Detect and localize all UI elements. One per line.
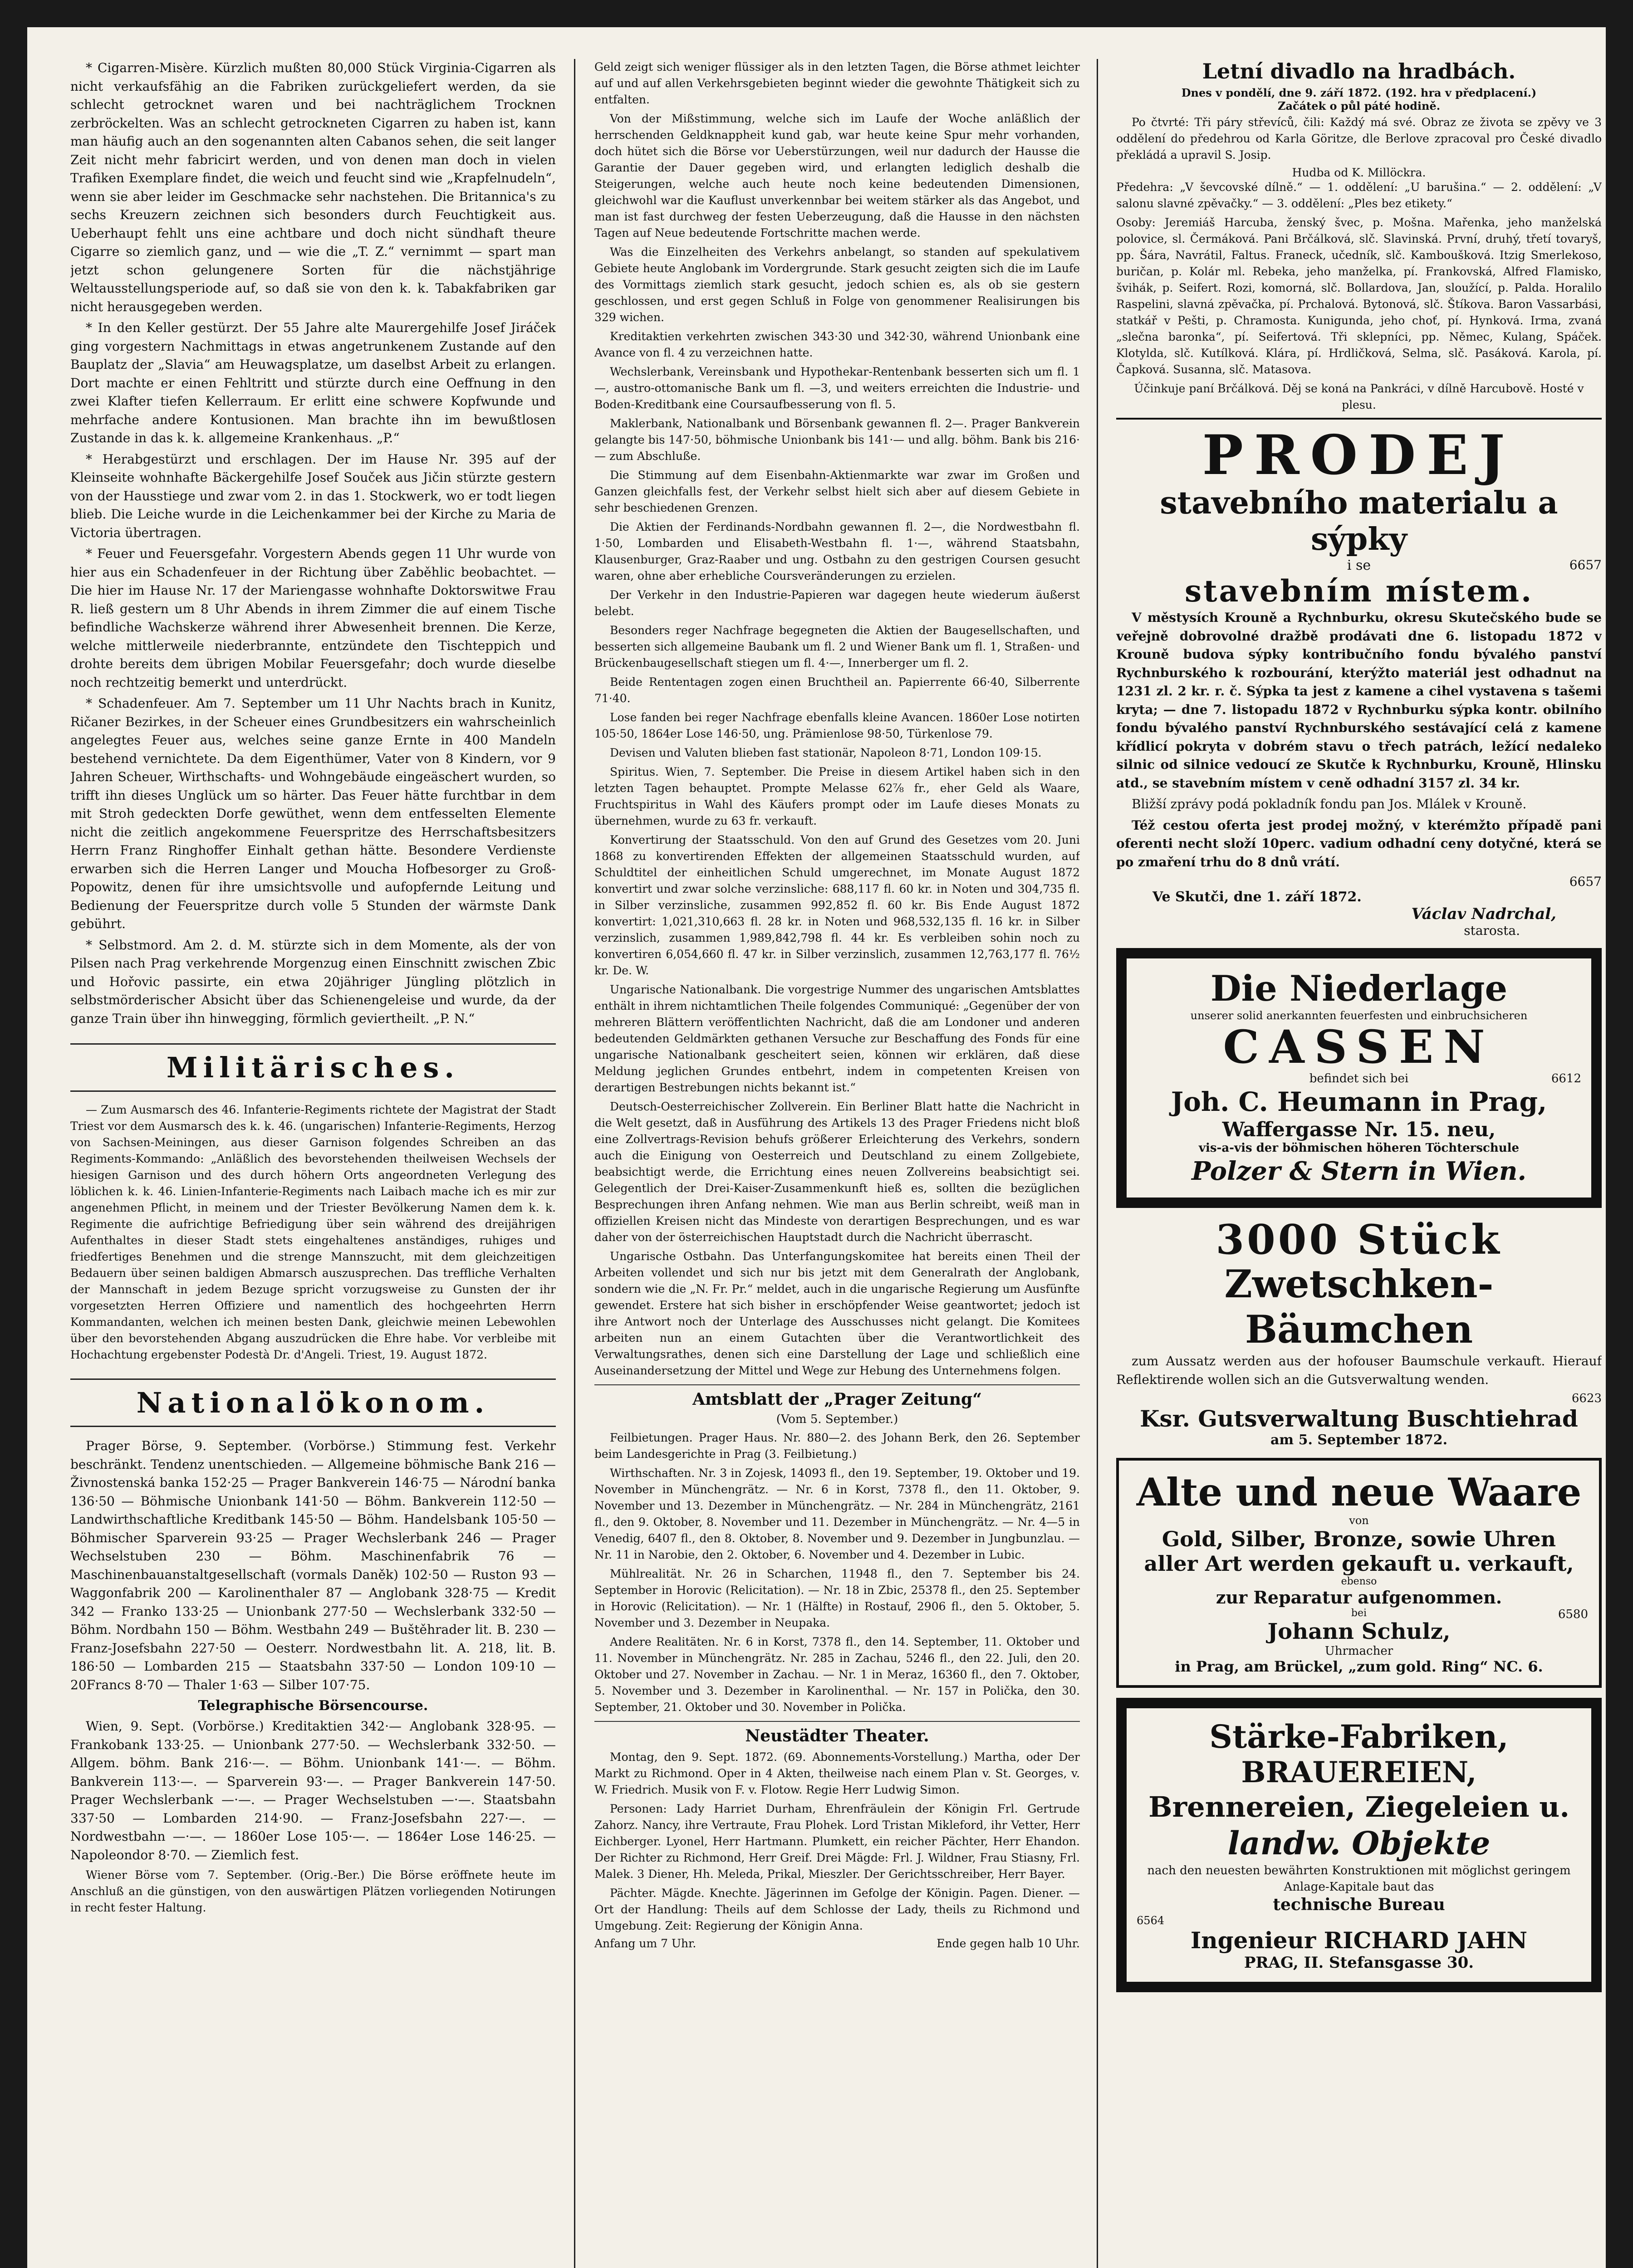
letni-play: Po čtvrté: Tři páry střevíců, čili: Každý má své. Obraz ze života se zpěvy ve 3 oddělení do předehrou od Karla Göritze, dle Berlove zpracoval pro České divadlo překládá a upravil S. Josip. (1116, 116, 1602, 161)
letni-divadlo-title: Letní divadlo na hradbách. (1202, 59, 1516, 83)
article-boerse-cont-3: Was die Einzelheiten des Verkehrs anbelangt, so standen auf spekulativem Gebiete heute Anglobank im Vordergrunde. Stark gesucht zeigten sich die im Laufe des Vormittags ziemlich stark gesucht, jedoch schien es, als ob sie gestern geschlossen, und erst gegen Schluß in Folge von genommener Realisirungen bis 329 wichen. (594, 245, 1080, 324)
article-boerse-cont-6: Maklerbank, Nationalbank und Börsenbank gewannen fl. 2—. Prager Bankverein gelangte bis 147·50, böhmische Unionbank bis 141·— und allg. böhm. Bank bis 216·— zum Abschluße. (594, 417, 1080, 463)
ad-alte-waare (1116, 1458, 1602, 1688)
ad-prodej-se-row (1116, 557, 1602, 573)
ad-niederlage-vis: vis-a-vis der böhmischen höheren Töchterschule (1198, 1141, 1520, 1155)
article-boerse-cont-4: Kreditaktien verkehrten zwischen 343·30 und 342·30, während Unionbank eine Avance von fl. 4 zu verzeichnen hatte. (594, 330, 1080, 359)
ad-alte-line2: aller Art werden gekauft u. verkauft, (1144, 1551, 1574, 1576)
ad-alte-bei: bei (1351, 1608, 1367, 1619)
ad-niederlage-number: 6612 (1551, 1072, 1581, 1085)
ad-niederlage-name: Joh. C. Heumann in Prag, (1171, 1086, 1547, 1117)
section-heading-nationaloekonom: Nationalökonom. (70, 1378, 556, 1427)
ad-staerke-number: 6564 (1137, 1914, 1165, 1927)
ad-prodej-number: 6657 (1569, 557, 1602, 572)
article-boerse-cont-5: Wechslerbank, Vereinsbank und Hypothekar-Rentenbank besserten sich um fl. 1—, austro-ottomanische Bank um fl. —3, und weiters erreichten die Industrie- und Boden-Kreditbank eine Coursaufbesserung von fl. 5. (594, 365, 1080, 411)
article-wien: Wien, 9. Sept. (Vorbörse.) Kreditaktien 342·— Anglobank 328·95. — Frankobank 133·25. — Unionbank 277·50. — Wechslerbank 332·50. — Allgem. böhm. Bank 216·—. — Böhm. Unionbank 141·—. — Böhm. Bankverein 113·—. — Sparverein 93·—. — Prager Bankverein 147·50. Prager Wechslerbank —·—. — Prager Wechselstuben —·—. Staatsbahn 337·50 — Lombarden 214·90. — Franz-Josefsbahn 227·—. — Nordwestbahn —·—. — 1860er Lose 105·—. — 1864er Lose 146·25. — Napoleondor 8·70. — Ziemlich fest. (70, 1719, 556, 1862)
column-rule (574, 59, 575, 2268)
section-heading-militaerisches: Militärisches. (70, 1043, 556, 1092)
ad-zwetschken-sender: Ksr. Gutsverwaltung Buschtiehrad (1140, 1405, 1578, 1432)
article-ungarische-nationalbank: Ungarische Nationalbank. Die vorgestrige Nummer des ungarischen Amtsblattes enthält in ihrem nichtamtlichen Theile folgendes Communiqué: „Gegenüber der von mehreren Blättern veröffentlichten Nachricht, daß die am Londoner und anderen bedeutenden Geldmärkten gethanen Versuche zur Beschaffung des Fonds für eine ungarische Nationalbank gescheitert seien, können wir erklären, daß diese Meldung jeglichen Grundes entbehrt, indem in competenten Kreisen von derartigen Bestrebungen nichts bekannt ist.“ (594, 983, 1080, 1094)
section-heading-neustaedter-theater: Neustädter Theater. (594, 1721, 1080, 1745)
ad-prodej (1116, 418, 1602, 938)
ad-prodej-oferta: Též cestou oferta jest prodej možný, v kterémžto případě pani oferenti necht složí 10perc. vadium odhadní ceny dotyčné, která se po zmaření trhu do 8 dnů vrátí. (1116, 817, 1602, 870)
column-right (1116, 59, 1602, 2002)
article-boerse-cont-12: Lose fanden bei reger Nachfrage ebenfalls kleine Avancen. 1860er Lose notirten 105·50, 1864er Lose 146·50, ung. Prämienlose 98·50, Türkenlose 79. (594, 711, 1080, 740)
ad-alte-address: in Prag, am Brückel, „zum gold. Ring“ NC. 6. (1175, 1658, 1543, 1675)
amtsblatt-feilbietungen: Feilbietungen. Prager Haus. Nr. 880—2. des Johann Berk, den 26. September beim Landesgerichte in Prag (3. Feilbietung.) (594, 1431, 1080, 1461)
newspaper-page (27, 27, 1606, 2268)
ad-staerke-address: PRAG, II. Stefansgasse 30. (1244, 1954, 1474, 1972)
ad-prodej-place-date: Ve Skutči, dne 1. září 1872. (1152, 889, 1362, 905)
article-boerse-cont-1: Geld zeigt sich weniger flüssiger als in den letzten Tagen, die Börse athmet leichter auf und auf allen Verkehrsgebieten beginnt wieder die gewohnte Thätigkeit sich zu entfalten. (594, 60, 1080, 106)
article-cigarren: * Cigarren-Misère. Kürzlich mußten 80,000 Stück Virginia-Cigarren als nicht verkaufsfähig an die Fabriken zurückgeliefert werden, da sie schlecht getrocknet waren und bei nachträglichem Trocknen zerbröckelten. Was an schlecht getrockneten Cigarren zu haben ist, kann man häufig auch an den sogenannten alten Cabanos sehen, die seit langer Zeit nicht mehr fabricirt werden, und von denen man doch in vielen Trafiken Exemplare findet, die weich und feucht sind wie „Krapfelnudeln“, wenn sie aber leider im Geschmacke sehr nachstehen. Die Britannica's zu sechs Kreuzern zeichnen sich besonders durch Feuchtigkeit aus. Ueberhaupt fehlt uns eine achtbare und doch nicht sündhaft theure Cigarre so ziemlich ganz, und — wie die „T. Z.“ vernimmt — spart man jetzt schon gelungenere Sorten für die nächstjährige Weltausstellungsperiode auf, so daß sie von den k. k. Tabakfabriken gar nicht herausgegeben werden. (70, 60, 556, 314)
amtsblatt-wirthschaften: Wirthschaften. Nr. 3 in Zojesk, 14093 fl., den 19. September, 19. Oktober und 19. November in Münchengrätz. — Nr. 6 in Korst, 7378 fl., den 11. Oktober, 9. November und 13. Dezember in Münchengrätz. — Nr. 284 in Münchengrätz, 2161 fl., den 9. Oktober, 8. November und 11. Dezember in Münchengrätz. — Nr. 4—5 in Venedig, 6407 fl., den 8. Oktober, 8. November und 9. Dezember in Jungbunzlau. — Nr. 11 in Narobie, den 2. Oktober, 6. November und 4. Dezember in Lubic. (594, 1466, 1080, 1561)
theater-end: Ende gegen halb 10 Uhr. (937, 1937, 1080, 1950)
article-selbstmord: * Selbstmord. Am 2. d. M. stürzte sich in dem Momente, als der von Pilsen nach Prag verkehrende Morgenzug einen Einschnitt zwischen Zbic und Hořovic passirte, ein etwa 20jähriger Jüngling plötzlich in selbstmörderischer Absicht über das Schienengeleise und wurde, da der ganze Train über ihn hinwegging, förmlich geviertheilt. „P. N.“ (70, 937, 556, 1026)
column-middle (594, 59, 1080, 1950)
theater-cast: Personen: Lady Harriet Durham, Ehrenfräulein der Königin Frl. Gertrude Zahorz. Nancy, ihre Vertraute, Frau Plohek. Lord Tristan Mikleford, ihr Vetter, Herr Eichberger. Lyonel, Herr Hartmann. Plumkett, ein reicher Pächter, Herr Ehandon. Der Richter zu Richmond, Herr Greif. Drei Mägde: Frl. J. Wildner, Frau Stiasny, Frl. Malek. 3 Diener, Hh. Meleda, Prikal, Mieszler. Der Gerichtsschreiber, Herr Bayer. (594, 1802, 1080, 1881)
article-boerse-cont-8: Die Aktien der Ferdinands-Nordbahn gewannen fl. 2—, die Nordwestbahn fl. 1·50, Lombarden und Elisabeth-Westbahn fl. 1·—, während Staatsbahn, Klausenburger, Graz-Raaber und ung. Ostbahn zu den gestrigen Coursen gesucht waren, ohne aber erhebliche Coursveränderungen zu erzielen. (594, 520, 1080, 582)
theater-times (594, 1937, 1080, 1950)
article-boerse-cont-10: Besonders reger Nachfrage begegneten die Aktien der Baugesellschaften, und besserten sich allgemeine Baubank um fl. 2 und Wiener Bank um fl. 1, Straßen- und Brückenbaugesellschaft stiegen um fl. 4·—, Innerberger um fl. 2. (594, 624, 1080, 670)
ad-alte-eben: ebenso (1341, 1576, 1377, 1587)
ad-niederlage-bef-row (1137, 1072, 1581, 1085)
column-rule (1097, 59, 1098, 2268)
ad-niederlage-cassen: CASSEN (1223, 1020, 1495, 1074)
ad-prodej-number-2: 6657 (1569, 874, 1602, 889)
ad-niederlage-sub: unserer solid anerkannten feuerfesten und einbruchsicheren (1190, 1009, 1528, 1022)
ad-alte-bei-row (1130, 1608, 1588, 1619)
article-boerse-cont-9: Der Verkehr in den Industrie-Papieren war dagegen heute wiederum äußerst belebt. (594, 588, 1080, 618)
letni-acts: Předehra: „V ševcovské dílně.“ — 1. oddělení: „U barušina.“ — 2. oddělení: „V salonu slavné zpěvačky.“ — 3. oddělení: „Ples bez etikety.“ (1116, 181, 1602, 210)
ad-zwetschken-title: 3000 Stück (1216, 1216, 1502, 1264)
ad-zwetschken-number: 6623 (1571, 1392, 1602, 1405)
theater-program: Montag, den 9. Sept. 1872. (69. Abonnements-Vorstellung.) Martha, oder Der Markt zu Richmond. Oper in 4 Akten, theilweise nach einem Plan v. St. Georges, v. W. Friedrich. Musik von F. v. Flotow. Regie Herr Ludwig Simon. (594, 1750, 1080, 1796)
ad-niederlage (1116, 948, 1602, 1208)
ad-prodej-title: PRODEJ (1202, 423, 1516, 487)
amtsblatt-andere-realitaeten: Andere Realitäten. Nr. 6 in Korst, 7378 fl., den 14. September, 11. Oktober und 11. November in Münchengrätz. Nr. 285 in Zachau, 5246 fl., den 22. Juli, den 20. Oktober und 27. November in Zachau. — Nr. 1 in Meraz, 16360 fl., den 7. Oktober, 5. November und 3. Dezember in Karolinenthal. — Nr. 157 in Polička, den 30. September, 21. Oktober und 30. November in Polička. (594, 1635, 1080, 1714)
article-konvertirung: Konvertirung der Staatsschuld. Von den auf Grund des Gesetzes vom 20. Juni 1868 zu konvertirenden Effekten der allgemeinen Staatsschuld wurden, auf Schuldtitel der einheitlichen Schuld umgerechnet, im Monate August 1872 konvertirt und zwar solche verzinsliche: 688,117 fl. 60 kr. in Noten und 304,735 fl. in Silber verzinsliche, zusammen 992,852 fl. 60 kr. Bis Ende August 1872 konvertirt: 1,021,310,663 fl. 28 kr. in Noten und 968,532,135 fl. 16 kr. in Silber verzinslich, zusammen 1,989,842,798 fl. 44 kr. Es verbleiben sohin noch zu konvertiren 6,054,660 fl. 47 kr. in Silber verzinslich, zusammen 12,763,177 fl. 76½ kr. De. W. (594, 833, 1080, 977)
ad-alte-title: Alte und neue Waare (1136, 1470, 1582, 1515)
ad-prodej-se: i se (1347, 557, 1371, 573)
amtsblatt-muehlrealitaet: Mühlrealität. Nr. 26 in Scharchen, 11948 fl., den 7. September bis 24. September in Horovic (Relicitation). — Nr. 18 in Zbic, 25378 fl., den 25. September in Horovic (Relicitation). — Nr. 1 (Hälfte) in Rostauf, 2906 fl., den 5. Oktober, 5. November und 3. Dezember in Neupaka. (594, 1567, 1080, 1629)
article-schadenfeuer: * Schadenfeuer. Am 7. September um 11 Uhr Nachts brach in Kunitz, Ričaner Bezirkes, in der Scheuer eines Grundbesitzers ein wahrscheinlich angelegtes Feuer aus, welches seine ganze Ernte in 400 Mandeln bestehend vernichtete. Da dem Eigenthümer, Vater von 8 Kindern, vor 9 Jahren Scheuer, Wirthschafts- und Wohngebäude eingeäschert wurden, so trifft ihn dieses Unglück um so härter. Das Feuer hätte furchtbar in dem mit Stroh gedeckten Dorfe gewüthet, wenn dem entfesselten Elemente nicht die zeitlich angekommene Feuerspritze des Herrschaftsbesitzers Herrn Franz Ringhoffer Einhalt gethan hätte. Besondere Verdienste erwarben sich die Herren Langer und Moucha Hofbesorger zu Groß-Popowitz, denen für ihre umsichtsvolle und aufopfernde Leitung und Bedienung der Feuerspritze durch volle 5 Stunden der wärmste Dank gebührt. (70, 696, 556, 931)
ad-niederlage-polzer: Polzer & Stern in Wien. (1192, 1156, 1526, 1186)
article-prager-boerse: Prager Börse, 9. September. (Vorbörse.) Stimmung fest. Verkehr beschränkt. Tendenz unentschieden. — Allgemeine böhmische Bank 216 — Živnostenská banka 152·25 — Prager Bankverein 146·75 — Národní banka 136·50 — Böhmische Unionbank 141·50 — Böhm. Bankverein 112·50 — Landwirthschaftliche Kreditbank 145·50 — Böhm. Handelsbank 105·50 — Böhmischer Sparverein 93·25 — Prager Wechslerbank 246 — Prager Wechselstuben 230 — Böhm. Maschinenfabrik 76 — Maschinenbauanstaltgesellschaft (vormals Daněk) 102·50 — Ruston 93 — Waggonfabrik 200 — Karolinenthaler 87 — Anglobank 328·75 — Kredit 342 — Franko 133·25 — Unionbank 277·50 — Wechslerbank 332·50 — Böhm. Nordbahn 150 — Böhm. Westbahn 249 — Buštěhrader lit. B. 230 — Franz-Josefsbahn 227·50 — Oesterr. Nordwestbahn lit. A. 218, lit. B. 186·50 — Lombarden 215 — Staatsbahn 337·50 — London 109·10 — 20Francs 8·70 — Thaler 1·63 — Silber 107·75. (70, 1438, 556, 1692)
amtsblatt-date: (Vom 5. September.) (776, 1413, 898, 1426)
letni-cast: Osoby: Jeremiáš Harcuba, ženský švec, p. Mošna. Mařenka, jeho manželská polovice, sl. Čermáková. Pani Brčálková, slč. Slavinská. První, druhý, třetí tovaryš, pp. Šára, Navrátil, Faltus. Franeck, učedník, slč. Kamboušková. Itzig Smerlekoso, buričan, p. Kolár ml. Rebeka, jeho manželka, pí. Frankovská, Alfred Flamisko, švihák, p. Seifert. Rozi, komorná, slč. Bollardova, Jan, sloužící, p. Palda. Horalilo Raspelini, slavná zpěvačka, pí. Prchalová. Bytonová, slč. Štíkova. Baron Vassarbási, statkář v Pešti, p. Chramosta. Kunigunda, jeho choť, pí. Hynková. Irma, zvaná „slečna baronka“, pí. Seifertová. Tři sklepníci, pp. Němec, Kulang, Spáček. Klotylda, slč. Kutílková. Klára, pí. Hrdličková, Selma, slč. Pasáková. Karola, pí. Čapková. Susanna, slč. Matasova. (1116, 216, 1602, 376)
ad-zwetschken-body: zum Aussatz werden aus der hofouser Baumschule verkauft. Hierauf Reflektirende wollen sich an die Gutsverwaltung wenden. (1116, 1354, 1602, 1387)
ad-prodej-misto: stavebním místem. (1184, 573, 1534, 609)
article-boerse-cont-13: Devisen und Valuten blieben fast stationär, Napoleon 8·71, London 109·15. (610, 746, 1042, 759)
ad-prodej-subtitle: stavebního materialu a sýpky (1160, 485, 1558, 557)
ad-prodej-body: V městysích Krouně a Rychnburku, okresu Skutečského bude se veřejně dobrovolné dražbě prodávati dne 6. listopadu 1872 v Krouně budova sýpky kontribučního fondu bývalého panství Rychnburského k rozbourání, kterýžto materiál jest odhadnut na 1231 zl. 2 kr. r. č. Sýpka ta jest z kamene a cihel vystavena s tašemi kryta; — dne 7. listopadu 1872 v Rychnburku sýpka kontr. obilního fondu bývalého panství Rychnburského sestávající celá z kamene křídlicí pokryta v dobrém stavu o třech patrách, ležící nedaleko silnic od silnice vedoucí ze Skutče k Rychnburku, Krouně, Hlinsku atd., se stavebním místem v ceně odhadní 3157 zl. 34 kr. (1116, 610, 1602, 791)
theater-start: Anfang um 7 Uhr. (594, 1937, 696, 1950)
ad-alte-trade: Uhrmacher (1324, 1644, 1393, 1658)
ad-niederlage-title: Die Niederlage (1210, 968, 1508, 1009)
ad-staerke-line4: landw. Objekte (1227, 1824, 1491, 1862)
ad-zwetschken-big: Zwetschken-Bäumchen (1224, 1261, 1494, 1352)
article-keller: * In den Keller gestürzt. Der 55 Jahre alte Maurergehilfe Josef Jiráček ging vorgestern Nachmittags in etwas angetrunkenem Zustande auf den Bauplatz der „Slavia“ am Heuwagsplatze, um daselbst Arbeit zu erlangen. Dort machte er einen Fehltritt und stürzte durch eine Oeffnung in den zwei Klafter tiefen Kellerraum. Er erlitt eine schwere Kopfwunde und mehrfache andere Kontusionen. Man brachte ihn im bewußtlosen Zustande in das k. k. allgemeine Krankenhaus. „P.“ (70, 320, 556, 445)
ad-staerke-line3: Brennereien, Ziegeleien u. (1148, 1790, 1569, 1823)
ad-staerke-line2: BRAUEREIEN, (1241, 1755, 1477, 1789)
ad-prodej-signature: Václav Nadrchal, (1411, 905, 1556, 923)
article-spiritus: Spiritus. Wien, 7. September. Die Preise in diesem Artikel haben sich in den letzten Tagen behauptet. Prompte Melasse 62⅞ fr., eher Geld als Waare, Fruchtspiritus in Wahl des Käufers prompt oder im Laufe dieses Monats zu übernehmen, wurde zu 63 fr. verkauft. (594, 765, 1080, 827)
ad-staerke-bureau: technische Bureau (1273, 1895, 1445, 1914)
subheading-telegraphische: Telegraphische Börsencourse. (198, 1698, 428, 1714)
ad-staerke-line1: Stärke-Fabriken, (1209, 1718, 1509, 1755)
ad-niederlage-address: Waffergasse Nr. 15. neu, (1222, 1118, 1496, 1141)
ad-alte-reparatur: zur Reparatur aufgenommen. (1216, 1587, 1502, 1608)
ad-alte-line1: Gold, Silber, Bronze, sowie Uhren (1162, 1527, 1556, 1551)
article-feuer: * Feuer und Feuersgefahr. Vorgestern Abends gegen 11 Uhr wurde von hier aus ein Schadenfeuer in der Richtung über Zaběhlic beobachtet. — Die hier im Hause Nr. 17 der Mariengasse wohnhafte Doktorswitwe Frau R. ließ gestern um 8 Uhr Abends in ihrem Zimmer die auf einem Tische befindliche Wachskerze während ihrer Abwesenheit brennen. Die Kerze, welche mittlerweile niederbrannte, entzündete den Tischteppich und drohte bereits dem übrigen Mobilar Feuersgefahr; doch wurde dieselbe noch rechtzeitig bemerkt und unterdrückt. (70, 546, 556, 690)
ad-zwetschken-date: am 5. September 1872. (1270, 1432, 1448, 1448)
ad-prodej-role: starosta. (1464, 923, 1520, 938)
article-wiener-boerse: Wiener Börse vom 7. September. (Orig.-Ber.) Die Börse eröffnete heute im Anschluß an die günstigen, von den auswärtigen Plätzen vorliegenden Notirungen in recht fester Haltung. (70, 1868, 556, 1914)
ad-prodej-info: Bližší zprávy podá pokladník fondu pan Jos. Mlálek v Krouně. (1132, 797, 1527, 811)
article-ausmarsch: — Zum Ausmarsch des 46. Infanterie-Regiments richtete der Magistrat der Stadt Triest vor dem Ausmarsch des k. k. 46. (ungarischen) Infanterie-Regiments, Herzog von Sachsen-Meiningen, aus dieser Garnison folgendes Schreiben an das Regiments-Kommando: „Anläßlich des bevorstehenden theilweisen Wechsels der hiesigen Garnison und des durch höhern Orts angeordneten Verlegung des löblichen k. k. 46. Linien-Infanterie-Regiments nach Laibach mache ich es mir zur angenehmen Pflicht, in meinem und der Triester Bevölkerung Namen dem k. k. Regimente die aufrichtige Befriedigung über sein während des dreijährigen Aufenthaltes in dieser Stadt stets eingehaltenes anständiges, ruhiges und friedfertiges Benehmen und die strenge Mannszucht, mit dem gleichzeitigen Bedauern über seinen baldigen Abmarsch auszusprechen. Das treffliche Verhalten der Mannschaft in jedem Bezuge spricht vorzugsweise zu Gunsten der ihr vorgesetzten Herren Offiziere und namentlich des hochgeehrten Herrn Kommandanten, welchen ich meinen besten Dank, gleichwie meinen Lebewohlen über den bevorstehenden Abgang auszudrücken die Ehre habe. Vor verbleibe mit Hochachtung ergebenster Podestà Dr. d'Angeli. Triest, 19. August 1872. (70, 1103, 556, 1361)
ad-niederlage-bef: befindet sich bei (1309, 1072, 1409, 1085)
ad-alte-number: 6580 (1558, 1608, 1588, 1621)
article-zollverein: Deutsch-Oesterreichischer Zollverein. Ein Berliner Blatt hatte die Nachricht in die Welt gesetzt, daß in Ausführung des Artikels 13 des Prager Friedens nicht bloß eine Zollvertrags-Revision behufs größerer Erleichterung des Verkehrs, sondern auch die Einigung von Oesterreich und Deutschland zu einem Zollgebiete, beabsichtigt werde, die Errichtung eines neuen Zollvereins beabsichtigt sei. Gelegentlich der Drei-Kaiser-Zusammenkunft hieß es, sollten die bezüglichen Besprechungen ihren Anfang nehmen. Wie man aus Berlin schreibt, weiß man in offiziellen Kreisen nicht das Mindeste von derartigen Besprechungen, und es war daher von der österreichischen Hauptstadt durch die Nachricht überrascht. (594, 1100, 1080, 1244)
ad-staerke-body: nach den neuesten bewährten Konstruktionen mit möglichst geringem Anlage-Kapitale baut das (1147, 1864, 1571, 1894)
letni-music: Hudba od K. Millöckra. (1292, 166, 1426, 179)
ad-zwetschken (1116, 1218, 1602, 1448)
article-boerse-cont-2: Von der Mißstimmung, welche sich im Laufe der Woche anläßlich der herrschenden Geldknappheit kund gab, war heute keine Spur mehr vorhanden, doch hütet sich die Börse vor Ueberstürzungen, weil nur dadurch der Hausse die Garantie der Dauer gegeben wird, und erlangten lediglich deshalb die Steigerungen, welche auch heute noch keine bedeutenden Dimensionen, gleichwohl war die Kauflust unverkennbar bei weitem stärker als das Angebot, und man ist fast durchweg der festen Ueberzeugung, daß die Hausse in den nächsten Tagen auf Neue bedeutende Fortschritte machen werde. (594, 112, 1080, 240)
letni-start: Začátek o půl páté hodině. (1277, 99, 1441, 112)
article-ungarische-ostbahn: Ungarische Ostbahn. Das Unterfangungskomitee hat bereits einen Theil der Arbeiten vollendet und sich nur bis jetzt mit dem Generalrath der Anglobank, sondern wie die „N. Fr. Pr.“ meldet, auch in die ungarische Regierung um Ausfünfte gewendet. Erstere hat sich bisher in erschöpfender Weise geantwortet; jedoch ist ihre Antwort noch der Unterlage des Ausschusses nicht gelangt. Die Komitees arbeiten nun an einem Gutachten über die Verantwortlichkeit des Verwaltungsrathes, denen sich eine Darstellung der Lage und schließlich eine Auseinandersetzung der Mittel und Wege zur Hebung des Unternehmens folgen. (594, 1250, 1080, 1377)
article-boerse-cont-7: Die Stimmung auf dem Eisenbahn-Aktienmarkte war zwar im Großen und Ganzen gleichfalls fest, der Verkehr selbst hielt sich aber auf diesem Gebiete in sehr beschiedenen Grenzen. (594, 469, 1080, 514)
letni-note: Účinkuje paní Brčálková. Děj se koná na Pankráci, v dílně Harcubově. Hosté v plesu. (1134, 382, 1584, 411)
article-boerse-cont-11: Beide Rententagen zogen einen Bruchtheil an. Papierrente 66·40, Silberrente 71·40. (594, 675, 1080, 705)
section-heading-amtsblatt: Amtsblatt der „Prager Zeitung“ (594, 1384, 1080, 1409)
theater-notes: Pächter. Mägde. Knechte. Jägerinnen im Gefolge der Königin. Pagen. Diener. — Ort der Handlung: Theils auf dem Schlosse der Lady, theils zu Richmond und Umgebung. Zeit: Regierung der Königin Anna. (594, 1887, 1080, 1932)
ad-alte-von: von (1349, 1514, 1369, 1527)
ad-staerke-engineer: Ingenieur RICHARD JAHN (1190, 1927, 1528, 1954)
ad-staerke (1116, 1698, 1602, 1992)
column-left (70, 59, 556, 1919)
letni-date: Dnes v pondělí, dne 9. září 1872. (192. hra v předplacení.) (1181, 86, 1537, 99)
article-herabgestuerzt: * Herabgestürzt und erschlagen. Der im Hause Nr. 395 auf der Kleinseite wohnhafte Bäckergehilfe Josef Souček aus Jičin stürzte gestern von der Hausstiege und zwar vom 2. in das 1. Stockwerk, wo er todt liegen blieb. Die Leiche wurde in die Leichenkammer bei der Kirche zu Maria de Victoria übertragen. (70, 451, 556, 540)
ad-alte-name: Johann Schulz, (1267, 1619, 1451, 1644)
